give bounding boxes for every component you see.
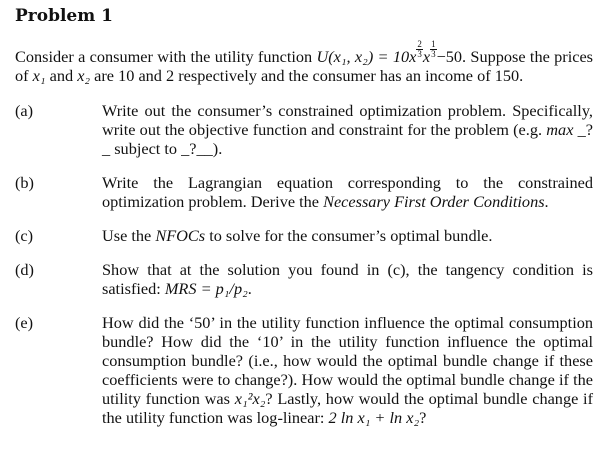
part-a-text-1: Write out the consumer’s constrained optimization problem. Specifically, write out the objective function and constraint for the problem (e.g. [102, 101, 593, 139]
part-e-label: (e) [15, 313, 34, 332]
exponent-x2: $\frac{1}{3}$ [431, 39, 436, 59]
problem-page [15, 6, 593, 427]
problem-title: Problem 1 [15, 6, 113, 26]
part-d-text-1: Show that at the solution you found in (c), the tangency condition is satisfied: [102, 260, 593, 298]
part-e-text-1: How did the ‘50’ in the utility function influence the optimal consumption bundle? How did the ‘10’ in the utility function influence the optimal consumption bundle? (i.e., how would the optimal bundle change if these coefficients were to change?). How would the optimal bundle change if the utility function was [102, 313, 593, 408]
part-d [15, 260, 593, 298]
part-d-label: (d) [15, 260, 34, 279]
intro-text-3: are 10 and 2 respectively and the consumer has an income of 150. [90, 66, 524, 85]
intro-x2: x₂ [77, 66, 91, 85]
part-b-text-1: Write the Lagrangian equation corresponding to the constrained optimization problem. Derive the [102, 173, 593, 211]
intro-x1: x₁ [32, 66, 46, 85]
part-a-max: max [546, 120, 574, 139]
part-a [15, 101, 593, 158]
part-a-label: (a) [15, 101, 34, 120]
part-e-text-3: ? [419, 408, 427, 427]
exponent-x1: $\frac{2}{3}$ [417, 39, 422, 59]
part-c-label: (c) [15, 226, 34, 245]
problem-intro [15, 40, 593, 85]
part-e-text-2: ? Lastly, how would the optimal bundle change if the utility function was log-linear: [102, 389, 594, 427]
part-c [15, 226, 593, 245]
utility-x2: x [422, 47, 431, 66]
part-e [15, 313, 593, 427]
intro-text-2: −50. Suppose the prices of [15, 47, 594, 85]
part-d-text-2: . [247, 279, 252, 298]
part-a-text-2: _?_ subject to _?__). [102, 120, 594, 158]
intro-text-1: Consider a consumer with the utility function [15, 47, 317, 66]
utility-function-lhs: U(x₁, x₂) = 10x [316, 47, 417, 66]
part-c-text-1: Use the [102, 226, 156, 245]
part-b-text-2: . [544, 192, 549, 211]
part-c-text-2: to solve for the consumer’s optimal bundle. [205, 226, 493, 245]
intro-and: and [45, 66, 78, 85]
part-b-italic: Necessary First Order Conditions [323, 192, 545, 211]
part-e-math-1: x₁²x₂ [234, 389, 266, 408]
part-b-label: (b) [15, 173, 34, 192]
part-b [15, 173, 593, 211]
part-d-math: MRS = p₁/p₂ [164, 279, 248, 298]
part-e-math-2: 2 ln x₁ + ln x₂ [328, 408, 420, 427]
part-c-italic: NFOCs [155, 226, 206, 245]
